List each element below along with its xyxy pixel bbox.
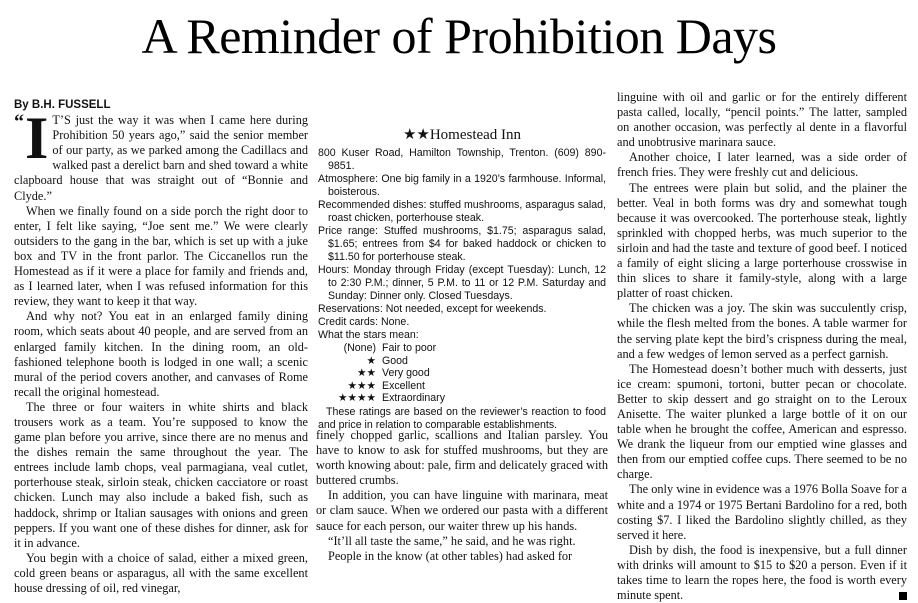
byline: By B.H. FUSSELL xyxy=(14,99,111,111)
headline: A Reminder of Prohibition Days xyxy=(141,8,777,64)
article-column-3 xyxy=(617,90,907,603)
paragraph: The chicken was a joy. The skin was succulently crisp, while the flesh melted from the bones. A table warmer for the serving plate kept the bird’s crispness during the meal, and a few wedges of lemon served as a perfect garnish. xyxy=(617,301,907,361)
star-label: Extraordinary xyxy=(382,392,445,404)
paragraph: The Homestead doesn’t bother much with desserts, just ice cream: spumoni, tortoni, butter pecan or chocolate. Better to skip dessert and go straight on to the Leroux Anisette. The waiter plunked a large bottle of it on our table when he brought the coffee, American and espresso. We drank the liqueur from our emptied wine glasses and then from our emptied coffee cups. There seemed to be no charge. xyxy=(617,361,907,482)
star-label: Fair to poor xyxy=(382,342,437,354)
closing-text: Dish by dish, the food is inexpensive, but a full dinner with drinks will amount to $15 to $20 a person. Even if it takes time to learn the ropes here, the food is worth every minute spent. xyxy=(617,542,907,603)
stars-heading: What the stars mean: xyxy=(318,329,419,341)
paragraph: Another choice, I later learned, was a side order of french fries. They were freshly cut and delicious. xyxy=(617,150,907,180)
stars-row xyxy=(318,392,445,405)
paragraph: In addition, you can have linguine with marinara, meat or clam sauce. When we ordered our pasta with a different sauce for each person, our waiter threw up his hands. xyxy=(316,488,608,533)
paragraph xyxy=(617,543,907,603)
stars-legend xyxy=(318,342,445,405)
paragraph: People in the know (at other tables) had asked for xyxy=(328,548,573,563)
drop-cap: I xyxy=(25,105,49,172)
paragraph: You begin with a choice of salad, either a mixed green, cold green beans or asparagus, all with the same excellent house dressing of oil, red vinegar, xyxy=(14,550,308,595)
stars-row xyxy=(318,342,445,355)
star-symbol: ★★★★ xyxy=(338,392,376,404)
star-symbol: ★★ xyxy=(357,367,376,379)
star-label: Good xyxy=(382,354,408,367)
reservations: Reservations: Not needed, except for weekends. xyxy=(318,303,547,315)
star-label: Excellent xyxy=(382,379,425,392)
stars-row xyxy=(318,355,445,368)
ratings-note: These ratings are based on the reviewer’s reaction to food and price in relation to comparable establishments. xyxy=(318,405,606,431)
restaurant-info-box xyxy=(318,126,606,432)
atmosphere: Atmosphere: One big family in a 1920’s farmhouse. Informal, boisterous. xyxy=(318,173,606,198)
paragraph: linguine with oil and garlic or for the entirely different pasta called, locally, “pencil points.” The latter, sampled on another occasion, was perfectly al dente in a flavorful and unobtrusive marinara sauce. xyxy=(617,90,907,150)
price-range: Price range: Stuffed mushrooms, $1.75; asparagus salad, $1.65; entrees from $4 for baked haddock or chicken to $11.50 for porterhouse steak. xyxy=(318,225,606,263)
paragraph: “It’ll all taste the same,” he said, and he was right. xyxy=(328,533,576,548)
stars-row xyxy=(318,380,445,393)
stars-row xyxy=(318,367,445,380)
end-mark-icon xyxy=(899,592,907,600)
paragraph: finely chopped garlic, scallions and Italian parsley. You have to know to ask for stuffed mushrooms, but they are worth knowing about: pale, firm and delicately graced with buttered crumbs. xyxy=(316,428,608,488)
opening-text: T’S just the way it was when I came here during Prohibition 50 years ago,” said the senior member of our party, as we parked among the Cadillacs and walked past a derelict barn and shed toward a white clapboard house that was straight out of “Bonnie and Clyde.” xyxy=(14,113,308,203)
address: 800 Kuser Road, Hamilton Township, Trenton. (609) 890-9851. xyxy=(318,147,606,172)
opening-quote-mark: “ xyxy=(14,111,24,134)
star-symbol: ★ xyxy=(366,354,376,367)
restaurant-title: ★★Homestead Inn xyxy=(402,127,522,143)
recommended-dishes: Recommended dishes: stuffed mushrooms, asparagus salad, roast chicken, porterhouse steak. xyxy=(318,199,606,224)
hours: Hours: Monday through Friday (except Tuesday): Lunch, 12 to 2:30 P.M.; dinner, 5 P.M. to 11 or 12 P.M. Saturday and Sunday: Dinner only. Closed Tuesdays. xyxy=(318,264,606,302)
paragraph: And why not? You eat in an enlarged family dining room, which seats about 40 people, and are served from an enlarged family kitchen. In the dining room, an old-fashioned telephone booth is lodged in one wall; a scenic mural of the period covers another, and canvases of Rome recall the original homestead. xyxy=(14,309,308,399)
paragraph: The only wine in evidence was a 1976 Bolla Soave for a white and a 1974 or 1975 Bertani Bardolino for a red, both costing $7. I liked the Bardolino slightly chilled, as they served it here. xyxy=(617,482,907,542)
star-label: Very good xyxy=(382,367,430,379)
star-symbol: ★★★ xyxy=(347,379,376,392)
paragraph: When we finally found on a side porch the right door to enter, I felt like saying, “Joe sent me.” We were clearly outsiders to the gang in the bar, which is set up with a juke box and TV in the front parlor. The Ciccanellos run the Homestead as if it were a place for family and friends and, as I learned later, when I was refused information for this review, they want to keep it that way. xyxy=(14,203,308,309)
paragraph: The three or four waiters in white shirts and black trousers work as a team. You’re supposed to know the game plan before you arrive, since there are no menus and the dishes remain the same throughout the year. The entrees include lamb chops, veal parmagiana, veal cutlet, porterhouse steak, sirloin steak, chicken cacciatore or roast chicken. Lunch may also include a baked fish, such as haddock, shrimp or Italian sausages with onions and green peppers. If you want one of these dishes for dinner, ask for it in advance. xyxy=(14,399,308,550)
star-symbol: (None) xyxy=(343,342,376,354)
credit-cards: Credit cards: None. xyxy=(318,316,410,328)
paragraph: The entrees were plain but solid, and the plainer the better. Veal in both forms was dry and somewhat tough because it was overcooked. The porterhouse steak, lightly sprinkled with chopped herbs, was much superior to the sirloin and had the taste and texture of good beef. I noticed a family of eight slicing a large porterhouse crosswise in thin slices to share it family-style, along with a large platter of roast chicken. xyxy=(617,180,907,301)
article-column-2 xyxy=(316,428,608,564)
article-column-1 xyxy=(14,98,308,596)
